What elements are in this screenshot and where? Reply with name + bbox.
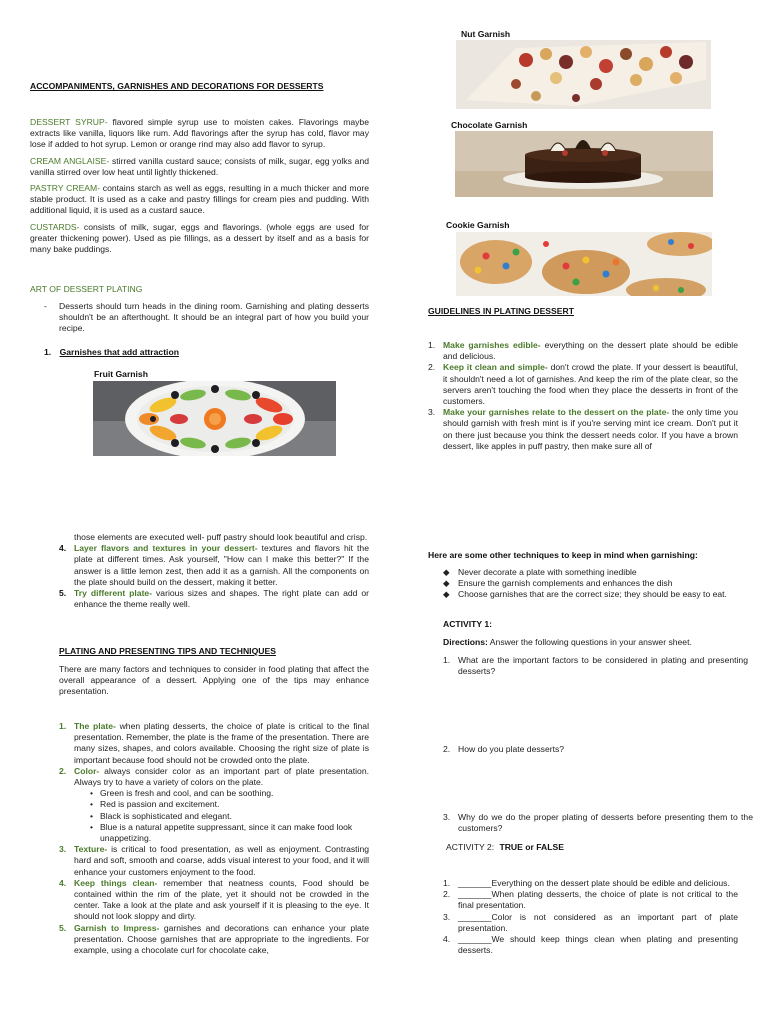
list-number: 1.: [428, 340, 436, 350]
diamond-bullet-icon: ◆: [443, 567, 450, 577]
tf-text: _______Everything on the dessert plate should be edible and delicious.: [458, 878, 730, 888]
diamond-bullet-icon: ◆: [443, 578, 450, 589]
guidelines-continued: [59, 532, 369, 610]
list-item: [428, 340, 738, 362]
question-3: [443, 812, 753, 834]
diamond-bullet-icon: ◆: [443, 589, 450, 600]
definition-cream-anglaise: [30, 156, 369, 178]
nut-garnish-label: Nut Garnish: [461, 29, 511, 39]
term: CUSTARDS-: [30, 221, 80, 232]
page-title: ACCOMPANIMENTS, GARNISHES AND DECORATIONS FOR DESSERTS: [30, 81, 324, 91]
tf-item: [443, 889, 738, 911]
tips-intro: [59, 664, 369, 698]
chocolate-garnish-image: [455, 131, 713, 197]
question-1: [443, 655, 748, 677]
list-item: [59, 766, 369, 788]
dessert-definitions: [30, 117, 369, 255]
list-number: 5.: [59, 588, 67, 599]
bullet-item: [90, 811, 369, 822]
bullet-text: Red is passion and excitement.: [100, 799, 220, 810]
directions-label: Directions:: [443, 637, 488, 647]
directions: [443, 637, 692, 648]
item-text: remember that neatness counts, Food should be contained within the rim of the plate, yet it should not be crowded in the center. Take a look at the plate and ask yourself if it is pleasing to the eye. It should not look sloppy and dirty.: [74, 877, 370, 922]
question-text: What are the important factors to be considered in plating and presenting desserts?: [458, 655, 748, 677]
techniques-list: [443, 567, 739, 601]
bullet-icon: •: [90, 821, 94, 832]
list-item: [428, 362, 738, 407]
list-item: [428, 407, 738, 452]
bullet-item: [90, 788, 369, 799]
item-text: the only time you should garnish with fresh mint is if you're serving mint ice cream. Don't put it on there just because you think the dessert needs color. If you have a brown dessert, like apples in puff pastry, then make sure all of: [443, 407, 738, 451]
item-text: is critical to food presentation, as well as enjoyment. Contrasting hard and soft, smooth and coarse, adds visual interest to your food, and it will enhance your customers enjoyment to the food.: [74, 844, 369, 877]
fruit-garnish-label: Fruit Garnish: [94, 369, 148, 379]
art-paragraph: [44, 301, 369, 335]
bullet-icon: •: [90, 810, 94, 821]
list-number: 3.: [59, 844, 67, 855]
true-false-list: [443, 878, 738, 956]
cookie-garnish-label: Cookie Garnish: [446, 220, 510, 230]
nut-garnish-image: [456, 40, 711, 109]
item-term: Garnish to Impress-: [74, 922, 160, 933]
item-text: always consider color as an important part of plate presentation. Always try to have a variety of colors on the plate.: [74, 765, 369, 788]
list-number: 1.: [443, 655, 451, 665]
tf-item: [443, 912, 738, 934]
list-number: 1.: [443, 878, 451, 888]
directions-text: Answer the following questions in your answer sheet.: [487, 637, 692, 647]
term: PASTRY CREAM-: [30, 183, 101, 194]
activity-2-title: TRUE or FALSE: [499, 842, 564, 852]
bullet-item: [90, 822, 369, 844]
item-text: textures and flavors hit the plate at different times. Ask yourself, "How can I make this better?" If the answer is a little lemon zest, then add it as a garnish. All the components on the plate should build on the dessert, making it better.: [74, 543, 369, 587]
bullet-text: Never decorate a plate with something inedible: [458, 567, 637, 577]
item-term: Make garnishes edible-: [443, 340, 541, 350]
definition-pastry-cream: [30, 183, 369, 217]
bullet-text: Blue is a natural appetite suppressant, since it can make food look unappetizing.: [100, 821, 353, 844]
term: DESSERT SYRUP-: [30, 117, 108, 127]
bullet-item: [443, 567, 739, 578]
definition-text: contains starch as well as eggs, resulting in a much thicker and more stable product. It is used as a cake and pastry fillings for cream pies and pudding. With additional liquid, it is used as a custard sauce.: [30, 183, 370, 216]
bullet-text: Black is sophisticated and elegant.: [100, 810, 232, 821]
question-text: How do you plate desserts?: [458, 744, 565, 755]
list-number: 3.: [443, 811, 451, 822]
definition-custards: [30, 222, 369, 256]
guidelines-heading: GUIDELINES IN PLATING DESSERT: [428, 306, 574, 316]
list-number: 2.: [59, 765, 67, 776]
list-item: [59, 844, 369, 878]
tf-item: [443, 878, 738, 889]
techniques-heading: Here are some other techniques to keep in mind when garnishing:: [428, 550, 698, 560]
tf-text: _______When plating desserts, the choice of plate is not critical to the final presentation.: [458, 889, 738, 911]
list-item: [59, 588, 369, 610]
list-number: 1.: [59, 721, 67, 731]
bullet-item: [443, 578, 739, 589]
item-term: Try different plate-: [74, 588, 153, 599]
item-term: Keep it clean and simple-: [443, 362, 548, 373]
fruit-garnish-image: [93, 381, 336, 456]
art-text: Desserts should turn heads in the dining room. Garnishing and plating desserts shouldn't be an afterthought. It should be an integral part of how you build your recipe.: [59, 301, 369, 334]
bullet-icon: •: [90, 788, 94, 799]
color-bullets: [59, 788, 369, 844]
tf-text: _______We should keep things clean when plating and presenting desserts.: [458, 934, 738, 956]
attraction-heading: [44, 347, 179, 358]
question-text: Why do we do the proper plating of desserts before presenting them to the customers?: [458, 811, 753, 833]
list-item: [59, 878, 369, 923]
list-number: 4.: [59, 877, 67, 888]
list-number: 2.: [428, 362, 436, 373]
definition-text: flavored simple syrup use to moisten cakes. Flavorings maybe extracts like vanilla, liquors like rum. Add flavorings after the syrup has cold, flavor may lose if added to hot syrup. Lemon or orange rind may also add flavor to syrup.: [30, 117, 369, 150]
activity-1-heading: ACTIVITY 1:: [443, 619, 493, 629]
tips-list: [59, 721, 369, 956]
bullet-text: Ensure the garnish complements and enhances the dish: [458, 578, 673, 589]
dash: -: [44, 301, 47, 311]
bullet-text: Choose garnishes that are the correct size; they should be easy to eat.: [458, 589, 727, 600]
activity-2-heading: [446, 842, 564, 853]
chocolate-garnish-label: Chocolate Garnish: [451, 120, 528, 130]
item-text: don't crowd the plate. If your dessert is beautiful, it shouldn't need a lot of garnishes. And keep the rim of the plate clear, so the servers aren't touching the food when they place the desserts in front of the customers.: [443, 362, 738, 407]
attraction-label: Garnishes that add attraction: [59, 347, 179, 357]
item-term: Layer flavors and textures in your dessert-: [74, 543, 258, 554]
tf-item: [443, 934, 738, 956]
list-item: [59, 543, 369, 588]
bullet-item: [443, 589, 739, 600]
list-number: 5.: [59, 922, 67, 933]
art-heading: ART OF DESSERT PLATING: [30, 284, 143, 294]
guidelines-list: [428, 340, 738, 452]
tips-heading: PLATING AND PRESENTING TIPS AND TECHNIQUES: [59, 646, 276, 656]
list-number: 4.: [443, 934, 451, 945]
text: those elements are executed well- puff pastry should look beautiful and crisp.: [74, 532, 368, 542]
definition-text: stirred vanilla custard sauce; consists of milk, sugar, egg yolks and vanilla stirred over low heat until lightly thickened.: [30, 155, 369, 177]
bullet-icon: •: [90, 799, 94, 810]
intro-text: There are many factors and techniques to consider in food plating that affect the overall appearance of a dessert. Applying one of the tips may enhance presentation.: [59, 664, 369, 697]
bullet-item: [90, 799, 369, 810]
continued-text: [59, 532, 369, 543]
item-term: Make your garnishes relate to the dessert on the plate-: [443, 407, 670, 418]
list-item: [59, 923, 369, 957]
list-number: 3.: [443, 911, 451, 922]
item-text: everything on the dessert plate should be edible and delicious.: [443, 340, 738, 362]
item-term: The plate-: [74, 721, 116, 731]
bullet-text: Green is fresh and cool, and can be soothing.: [100, 788, 274, 799]
tf-text: _______Color is not considered as an important part of plate presentation.: [458, 911, 738, 933]
item-term: Keep things clean-: [74, 877, 158, 888]
item-term: Color-: [74, 765, 100, 776]
list-number: 4.: [59, 543, 67, 554]
question-2: [443, 744, 748, 755]
list-number: 2.: [443, 744, 451, 755]
list-number: 1.: [44, 347, 52, 357]
item-text: when plating desserts, the choice of plate is critical to the final presentation. Remember, the plate is the frame of the presentation. There are many sizes, shapes, and colors available. Choosing the right size of plate is important because food should not be crowded onto the plate.: [74, 721, 369, 765]
term: CREAM ANGLAISE-: [30, 155, 110, 166]
item-text: garnishes and decorations can enhance your plate presentation. Choose garnishes that are appropriate to the ingredients. For example, using a chocolate curl for chocolate cake,: [74, 922, 369, 956]
list-item: [59, 721, 369, 766]
item-term: Texture-: [74, 844, 108, 855]
list-number: 2.: [443, 889, 451, 900]
cookie-garnish-image: [456, 232, 712, 296]
item-text: various sizes and shapes. The right plate can add or enhance the theme really well.: [74, 588, 370, 610]
activity-2-label: ACTIVITY 2:: [446, 842, 495, 852]
definition-text: consists of milk, sugar, eggs and flavorings. (whole eggs are used for greater thickening power). Used as pie fillings, as a dessert by itself and as a basis for many bake puddings.: [30, 221, 369, 255]
definition-dessert-syrup: [30, 117, 369, 151]
list-number: 3.: [428, 407, 436, 418]
